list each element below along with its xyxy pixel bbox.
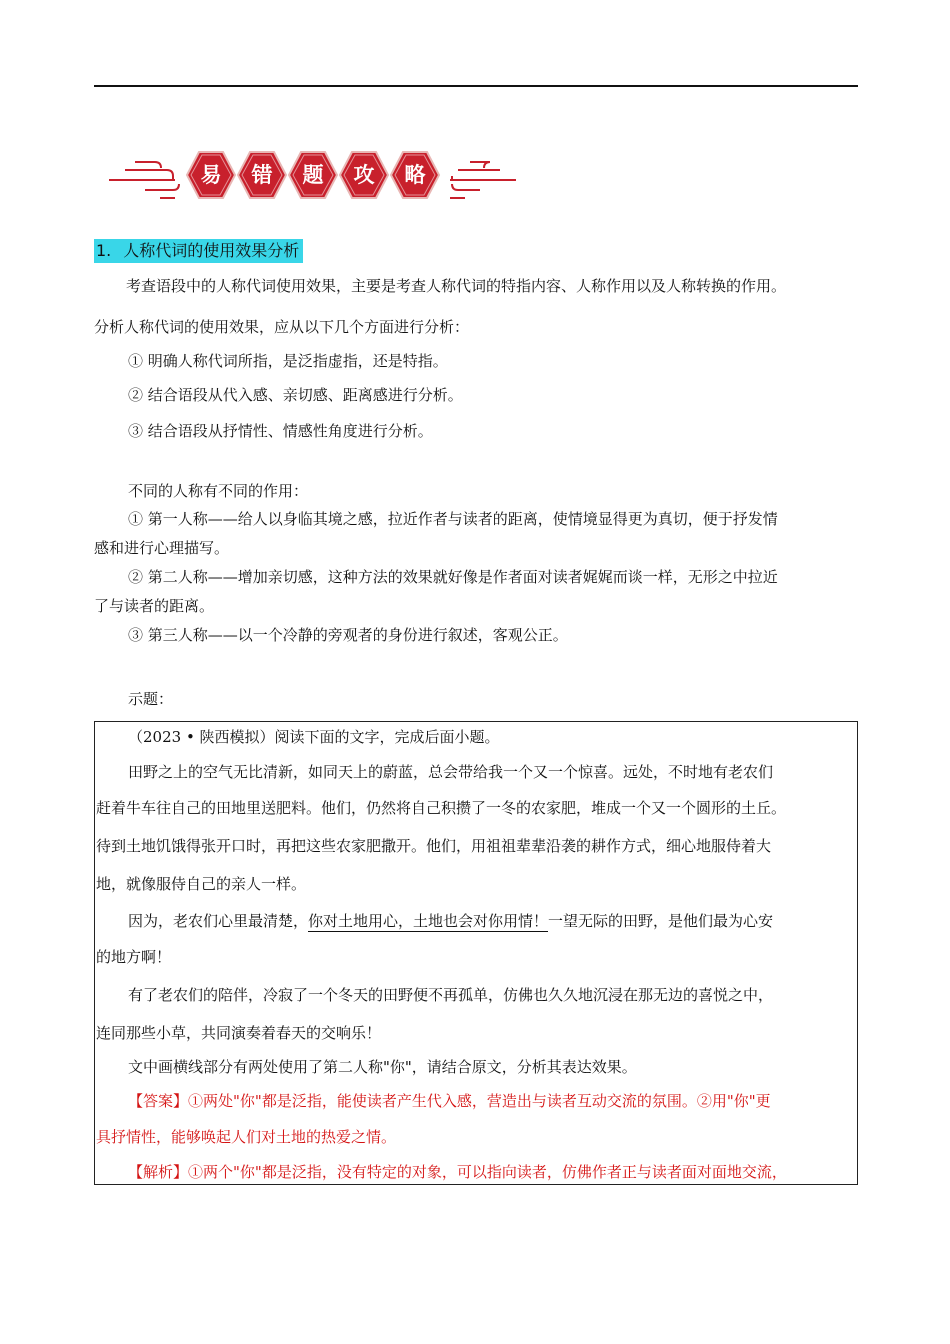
persons-title: 不同的人称有不同的作用：	[128, 482, 309, 500]
banner-char: 题	[302, 163, 324, 187]
banner-char: 错	[251, 163, 273, 187]
banner-char: 攻	[353, 163, 375, 187]
example-box	[94, 721, 858, 1185]
first-person-line: 感和进行心理描写。	[94, 539, 230, 557]
passage-line: 待到土地饥饿得张开口时，再把这些农家肥撒开。他们，用祖祖辈辈沿袭的耕作方式，细心地服侍着大	[96, 837, 772, 855]
answer-line	[128, 1090, 771, 1112]
section-number: 1.	[96, 241, 112, 260]
answer-line: 具抒情性，能够唤起人们对土地的热爱之情。	[96, 1128, 397, 1146]
section-banner	[105, 140, 520, 210]
second-person-line: 了与读者的距离。	[94, 597, 215, 615]
banner-char: 略	[404, 163, 426, 187]
passage-line: 地，就像服侍自己的亲人一样。	[96, 875, 307, 893]
passage-line	[128, 910, 773, 932]
intro-paragraph: 考查语段中的人称代词使用效果，主要是考查人称代词的特指内容、人称作用以及人称转换的作用。	[126, 277, 787, 295]
section-heading	[94, 239, 303, 263]
intro-paragraph: 分析人称代词的使用效果，应从以下几个方面进行分析：	[94, 318, 470, 336]
question-text: 文中画横线部分有两处使用了第二人称"你"，请结合原文，分析其表达效果。	[128, 1058, 637, 1076]
intro-point: ② 结合语段从代入感、亲切感、距离感进行分析。	[128, 386, 463, 404]
third-person-line: ③ 第三人称——以一个冷静的旁观者的身份进行叙述，客观公正。	[128, 626, 568, 644]
intro-point: ① 明确人称代词所指，是泛指虚指，还是特指。	[128, 352, 448, 370]
answer-tag: 【答案】	[128, 1092, 189, 1110]
banner-char: 易	[200, 163, 222, 187]
example-source: （2023 • 陕西模拟）阅读下面的文字，完成后面小题。	[128, 728, 500, 746]
example-label: 示题：	[128, 690, 174, 708]
second-person-line: ② 第二人称——增加亲切感，这种方法的效果就好像是作者面对读者娓娓而谈一样，无形之中拉近	[128, 568, 778, 586]
passage-line: 赶着牛车往自己的田地里送肥料。他们，仍然将自己积攒了一冬的农家肥，堆成一个又一个圆形的土丘。	[96, 799, 787, 817]
intro-point: ③ 结合语段从抒情性、情感性角度进行分析。	[128, 422, 433, 440]
first-person-line: ① 第一人称——给人以身临其境之感，拉近作者与读者的距离，使情境显得更为真切，便于抒发情	[128, 510, 778, 528]
passage-text: 因为，老农们心里最清楚，	[128, 912, 309, 930]
analysis-line	[128, 1161, 787, 1183]
passage-line: 田野之上的空气无比清新，如同天上的蔚蓝，总会带给我一个又一个惊喜。远处，不时地有老农们	[128, 763, 774, 781]
analysis-text: ①两个"你"都是泛指，没有特定的对象，可以指向读者，仿佛作者正与读者面对面地交流，	[188, 1163, 787, 1181]
passage-line: 的地方啊！	[96, 948, 172, 966]
passage-line: 连同那些小草，共同演奏着春天的交响乐！	[96, 1024, 382, 1042]
header-rule	[94, 85, 858, 87]
underlined-phrase: 你对土地用心，土地也会对你用情！	[308, 912, 549, 930]
answer-text: ①两处"你"都是泛指，能使读者产生代入感，营造出与读者互动交流的氛围。②用"你"更	[188, 1092, 771, 1110]
passage-line: 有了老农们的陪伴，冷寂了一个冬天的田野便不再孤单，仿佛也久久地沉浸在那无边的喜悦之中，	[128, 986, 774, 1004]
section-title: 人称代词的使用效果分析	[123, 241, 300, 260]
analysis-tag: 【解析】	[128, 1163, 189, 1181]
passage-text: 一望无际的田野，是他们最为心安	[548, 912, 774, 930]
